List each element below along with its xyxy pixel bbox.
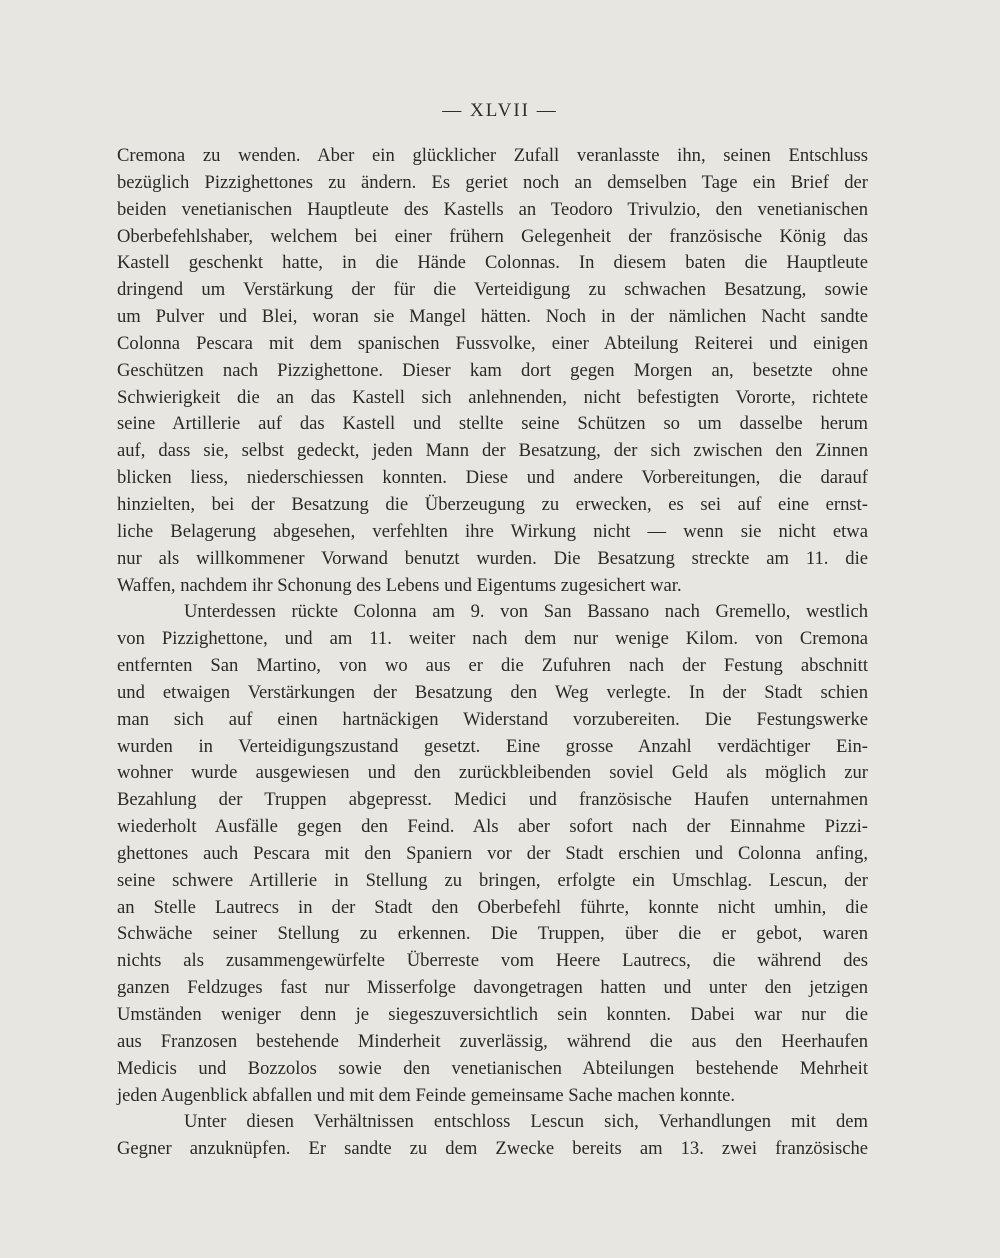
text-line: Waffen, nachdem ihr Schonung des Lebens und Eigentums zugesichert war. xyxy=(117,574,682,596)
text-line: entfernten San Martino, von wo aus er die Zufuhren nach der Festung abschnitt xyxy=(117,655,868,677)
text-line: wurden in Verteidigungszustand gesetzt. Eine grosse Anzahl verdächtiger Ein- xyxy=(117,735,868,757)
text-line: ganzen Feldzuges fast nur Misserfolge davongetragen hatten und unter den jetzigen xyxy=(117,977,868,999)
text-line: Unterdessen rückte Colonna am 9. von San Bassano nach Gremello, westlich xyxy=(184,601,868,623)
text-line: dringend um Verstärkung der für die Verteidigung zu schwachen Besatzung, sowie xyxy=(117,279,868,301)
text-line: und etwaigen Verstärkungen der Besatzung den Weg verlegte. In der Stadt schien xyxy=(117,681,868,703)
text-line: nur als willkommener Vorwand benutzt wurden. Die Besatzung streckte am 11. die xyxy=(117,547,868,569)
text-line: wohner wurde ausgewiesen und den zurückbleibenden soviel Geld als möglich zur xyxy=(117,762,868,784)
text-line: ghettones auch Pescara mit den Spaniern vor der Stadt erschien und Colonna anfing, xyxy=(117,842,868,864)
text-line: wiederholt Ausfälle gegen den Feind. Als aber sofort nach der Einnahme Pizzi- xyxy=(117,816,868,838)
text-line: Colonna Pescara mit dem spanischen Fussvolke, einer Abteilung Reiterei und einigen xyxy=(117,332,868,354)
text-line: jeden Augenblick abfallen und mit dem Feinde gemeinsame Sache machen konnte. xyxy=(117,1084,736,1106)
text-line: Medicis und Bozzolos sowie den venetianischen Abteilungen bestehende Mehrheit xyxy=(117,1057,868,1079)
text-line: Kastell geschenkt hatte, in die Hände Colonnas. In diesem baten die Hauptleute xyxy=(117,252,868,274)
text-line: Umständen weniger denn je siegeszuversichtlich sein konnten. Dabei war nur die xyxy=(117,1004,868,1025)
text-line: Bezahlung der Truppen abgepresst. Medici und französische Haufen unternahmen xyxy=(117,789,868,811)
text-line: seine schwere Artillerie in Stellung zu bringen, erfolgte ein Umschlag. Lescun, der xyxy=(117,869,868,891)
text-line: auf, dass sie, selbst gedeckt, jeden Mann der Besatzung, der sich zwischen den Zinnen xyxy=(117,440,868,462)
text-line: an Stelle Lautrecs in der Stadt den Oberbefehl führte, konnte nicht umhin, die xyxy=(117,896,868,918)
text-line: bezüglich Pizzighettones zu ändern. Es geriet noch an demselben Tage ein Brief der xyxy=(117,171,868,193)
page-body-text xyxy=(117,143,868,1163)
text-line: liche Belagerung abgesehen, verfehlten ihre Wirkung nicht — wenn sie nicht etwa xyxy=(117,520,868,542)
text-line: hinzielten, bei der Besatzung die Überzeugung zu erwecken, es sei auf eine ernst- xyxy=(117,493,868,515)
text-line: blicken liess, niederschiessen konnten. Diese und andere Vorbereitungen, die darauf xyxy=(117,467,868,489)
text-line: Oberbefehlshaber, welchem bei einer frühern Gelegenheit der französische König das xyxy=(117,225,868,247)
text-line: Schwierigkeit die an das Kastell sich anlehnenden, nicht befestigten Vororte, richtete xyxy=(117,386,868,408)
text-line: von Pizzighettone, und am 11. weiter nach dem nur wenige Kilom. von Cremona xyxy=(117,628,868,650)
text-line: Gegner anzuknüpfen. Er sandte zu dem Zwecke bereits am 13. zwei französische xyxy=(117,1138,868,1160)
text-line: um Pulver und Blei, woran sie Mangel hätten. Noch in der nämlichen Nacht sandte xyxy=(117,306,868,328)
text-line: Unter diesen Verhältnissen entschloss Lescun sich, Verhandlungen mit dem xyxy=(184,1111,868,1133)
text-line: Schwäche seiner Stellung zu erkennen. Die Truppen, über die er gebot, waren xyxy=(117,923,868,945)
text-line: beiden venetianischen Hauptleute des Kastells an Teodoro Trivulzio, den venetianischen xyxy=(117,198,868,220)
text-line: Cremona zu wenden. Aber ein glücklicher Zufall veranlasste ihn, seinen Entschluss xyxy=(117,145,868,166)
text-line: nichts als zusammengewürfelte Überreste vom Heere Lautrecs, die während des xyxy=(117,950,868,972)
text-line: seine Artillerie auf das Kastell und stellte seine Schützen so um dasselbe herum xyxy=(117,413,868,435)
page-header-roman-numeral: — XLVII — xyxy=(442,100,558,121)
text-line: man sich auf einen hartnäckigen Widerstand vorzubereiten. Die Festungswerke xyxy=(117,708,868,730)
text-line: Geschützen nach Pizzighettone. Dieser kam dort gegen Morgen an, besetzte ohne xyxy=(117,359,868,381)
text-line: aus Franzosen bestehende Minderheit zuverlässig, während die aus den Heerhaufen xyxy=(117,1030,868,1052)
